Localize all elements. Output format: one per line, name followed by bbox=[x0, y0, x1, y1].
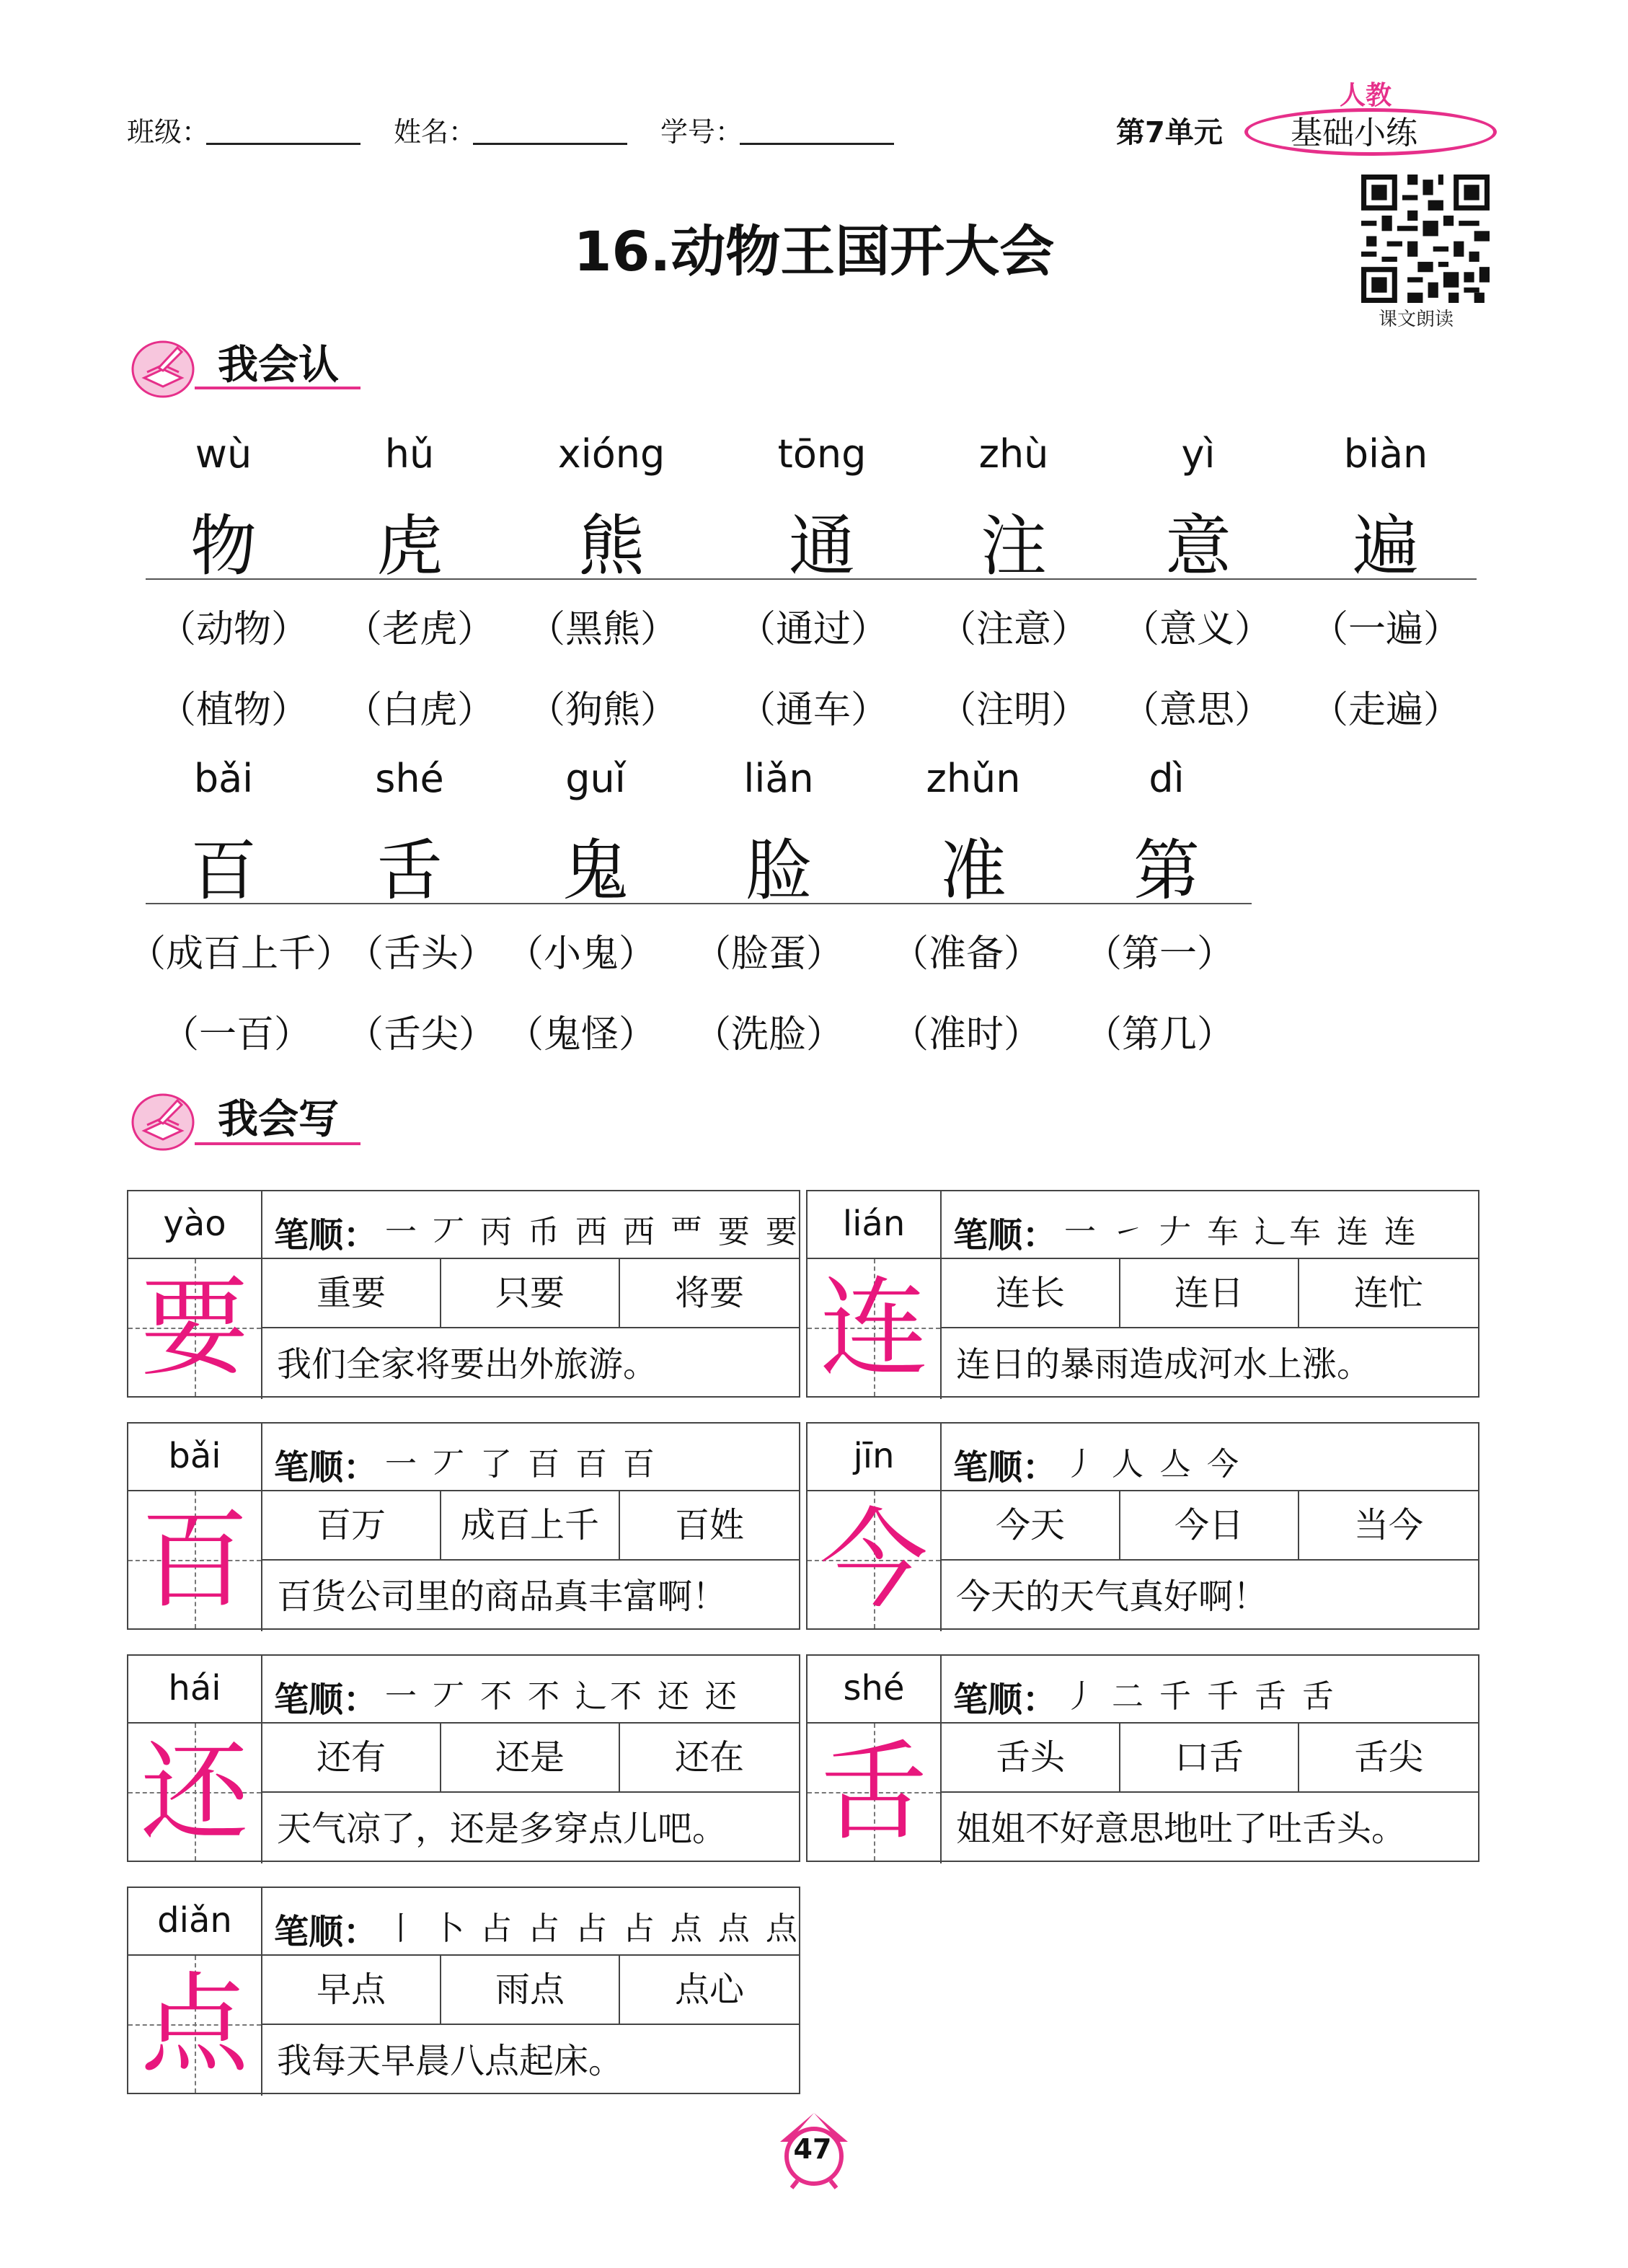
page-number: 47 bbox=[793, 2133, 832, 2165]
writing-card bbox=[127, 1654, 800, 1862]
stroke-order-row bbox=[942, 1191, 1478, 1259]
section-read-underline bbox=[195, 387, 360, 389]
book-icon bbox=[130, 336, 196, 398]
word-cell: 今日 bbox=[1120, 1491, 1299, 1559]
model-character: 连 bbox=[819, 1266, 928, 1391]
stroke-order-label: 笔顺： bbox=[274, 1680, 379, 1720]
stroke-order-label: 笔顺： bbox=[953, 1447, 1058, 1488]
word-cell: 当今 bbox=[1353, 1505, 1423, 1545]
stroke-sequence: 一 丆 不 不 ⻌不 还 还 bbox=[385, 1678, 740, 1715]
card-pinyin: yào bbox=[128, 1191, 262, 1259]
series-label: 基础小练 bbox=[1291, 115, 1417, 151]
unit-label: 第7单元 bbox=[1116, 116, 1223, 149]
hanzi-char: 脸 bbox=[745, 832, 812, 909]
writing-card bbox=[127, 1422, 800, 1630]
stroke-order-row bbox=[942, 1656, 1478, 1724]
model-character: 今 bbox=[819, 1498, 928, 1623]
example-sentence: 连日的暴雨造成河水上涨。 bbox=[956, 1344, 1372, 1385]
book-icon bbox=[130, 1089, 196, 1151]
card-pinyin: jīn bbox=[808, 1424, 942, 1491]
vocab-word: （植物） bbox=[159, 689, 309, 732]
practice-grid[interactable] bbox=[808, 1724, 942, 1863]
word-cell: 口舌 bbox=[1120, 1724, 1299, 1791]
writing-card bbox=[806, 1654, 1479, 1862]
stroke-order-row bbox=[942, 1424, 1478, 1491]
word-cell: 今天 bbox=[942, 1491, 1120, 1559]
word-row bbox=[942, 1491, 1478, 1561]
word-row bbox=[942, 1724, 1478, 1793]
practice-grid[interactable] bbox=[128, 1259, 262, 1399]
vocab-word: （第几） bbox=[1084, 1013, 1235, 1056]
card-pinyin: lián bbox=[808, 1191, 942, 1259]
qr-caption: 课文朗读 bbox=[1379, 309, 1454, 330]
word-cell: 成百上千 bbox=[441, 1491, 620, 1559]
stroke-order-row bbox=[262, 1191, 799, 1259]
vocab-word: （注明） bbox=[939, 689, 1089, 732]
card-pinyin: shé bbox=[808, 1656, 942, 1724]
stroke-sequence: 一 ㇀ 𠂇 车 ⻌车 连 连 bbox=[1064, 1214, 1419, 1250]
hanzi-char: 鬼 bbox=[562, 832, 629, 909]
word-cell: 还是 bbox=[441, 1724, 620, 1791]
writing-card bbox=[806, 1422, 1479, 1630]
vocab-word: （舌头） bbox=[346, 932, 497, 976]
pinyin-label: dì bbox=[1149, 756, 1185, 801]
word-cell: 连忙 bbox=[1353, 1273, 1423, 1313]
vocab-word: （狗熊） bbox=[528, 689, 678, 732]
writing-card bbox=[127, 1887, 800, 2094]
pinyin-label: bǎi bbox=[193, 756, 254, 801]
word-cell: 还在 bbox=[674, 1737, 744, 1778]
stroke-sequence: 丿 人 亼 今 bbox=[1064, 1446, 1242, 1483]
pinyin-label: wù bbox=[195, 431, 252, 477]
word-cell: 重要 bbox=[262, 1259, 441, 1327]
pinyin-label: xióng bbox=[557, 431, 665, 477]
vocab-word: （准时） bbox=[891, 1013, 1042, 1056]
word-cell: 舌头 bbox=[942, 1724, 1120, 1791]
vocab-word: （通过） bbox=[738, 608, 889, 651]
hanzi-char: 准 bbox=[939, 832, 1007, 909]
pinyin-label: hǔ bbox=[384, 431, 435, 477]
model-character: 舌 bbox=[819, 1730, 928, 1856]
word-row bbox=[262, 1259, 799, 1328]
practice-grid[interactable] bbox=[128, 1724, 262, 1863]
word-cell: 百万 bbox=[262, 1491, 441, 1559]
model-character: 百 bbox=[140, 1498, 249, 1623]
section-write-underline bbox=[195, 1142, 360, 1145]
practice-grid[interactable] bbox=[128, 1956, 262, 2096]
writing-card bbox=[806, 1190, 1479, 1398]
vocab-word: （鬼怪） bbox=[506, 1013, 657, 1056]
stroke-sequence: 一 丆 丙 币 西 西 覀 要 要 bbox=[385, 1214, 800, 1250]
pinyin-label: shé bbox=[375, 756, 444, 801]
stroke-order-label: 笔顺： bbox=[274, 1447, 379, 1488]
stroke-order-row bbox=[262, 1656, 799, 1724]
page-title: 16.动物王国开大会 bbox=[573, 219, 1055, 283]
pinyin-label: guǐ bbox=[565, 756, 626, 801]
name-label: 姓名： bbox=[394, 116, 477, 148]
stroke-sequence: 一 丆 了 百 百 百 bbox=[385, 1446, 658, 1483]
example-sentence: 天气凉了，还是多穿点儿吧。 bbox=[277, 1809, 727, 1849]
hanzi-char: 意 bbox=[1164, 508, 1231, 585]
hanzi-char: 注 bbox=[980, 508, 1047, 585]
word-row bbox=[942, 1259, 1478, 1328]
id-label: 学号： bbox=[660, 116, 743, 148]
word-cell: 只要 bbox=[441, 1259, 620, 1327]
divider-row2 bbox=[146, 903, 1252, 904]
vocab-word: （成百上千） bbox=[128, 932, 354, 976]
writing-card bbox=[127, 1190, 800, 1398]
series-top-label: 人教 bbox=[1340, 81, 1392, 110]
hanzi-char: 第 bbox=[1133, 832, 1200, 909]
example-sentence: 我们全家将要出外旅游。 bbox=[277, 1344, 658, 1385]
vocab-word: （动物） bbox=[159, 608, 309, 651]
card-pinyin: hái bbox=[128, 1656, 262, 1724]
pinyin-label: liǎn bbox=[743, 756, 814, 801]
practice-grid[interactable] bbox=[128, 1491, 262, 1631]
word-cell: 连日 bbox=[1120, 1259, 1299, 1327]
hanzi-char: 熊 bbox=[578, 508, 645, 585]
vocab-word: （走遍） bbox=[1311, 689, 1461, 732]
stroke-order-label: 笔顺： bbox=[274, 1912, 379, 1952]
card-pinyin: bǎi bbox=[128, 1424, 262, 1491]
class-label: 班级： bbox=[127, 116, 210, 148]
word-cell: 点心 bbox=[674, 1969, 744, 2010]
word-cell: 雨点 bbox=[441, 1956, 620, 2024]
hanzi-char: 虎 bbox=[376, 508, 443, 585]
section-read-title: 我会认 bbox=[218, 342, 339, 389]
name-field[interactable] bbox=[473, 143, 627, 145]
vocab-word: （脸蛋） bbox=[694, 932, 844, 976]
model-character: 点 bbox=[140, 1962, 249, 2088]
stroke-order-label: 笔顺： bbox=[274, 1215, 379, 1256]
stroke-sequence: 丨 卜 占 占 占 占 点 点 点 bbox=[385, 1910, 800, 1947]
vocab-word: （一百） bbox=[162, 1013, 312, 1056]
vocab-word: （白虎） bbox=[345, 689, 495, 732]
word-row bbox=[262, 1956, 799, 2025]
vocab-word: （意思） bbox=[1122, 689, 1273, 732]
word-cell: 百姓 bbox=[674, 1505, 744, 1545]
model-character: 还 bbox=[140, 1730, 249, 1856]
stroke-sequence: 丿 二 千 千 舌 舌 bbox=[1064, 1678, 1337, 1715]
card-pinyin: diǎn bbox=[128, 1888, 262, 1956]
pinyin-label: zhǔn bbox=[926, 756, 1021, 801]
practice-grid[interactable] bbox=[808, 1491, 942, 1631]
stroke-order-label: 笔顺： bbox=[953, 1215, 1058, 1256]
vocab-word: （意义） bbox=[1122, 608, 1273, 651]
vocab-word: （舌尖） bbox=[346, 1013, 497, 1056]
hanzi-char: 通 bbox=[788, 508, 855, 585]
vocab-word: （一遍） bbox=[1311, 608, 1461, 651]
vocab-word: （注意） bbox=[939, 608, 1089, 651]
divider-row1 bbox=[146, 578, 1477, 580]
example-sentence: 我每天早晨八点起床。 bbox=[277, 2041, 624, 2081]
hanzi-char: 百 bbox=[190, 832, 257, 909]
vocab-word: （小鬼） bbox=[506, 932, 657, 976]
vocab-word: （黑熊） bbox=[528, 608, 678, 651]
hanzi-char: 遍 bbox=[1352, 508, 1419, 585]
word-cell: 将要 bbox=[674, 1273, 744, 1313]
pinyin-label: biàn bbox=[1343, 431, 1428, 477]
stroke-order-row bbox=[262, 1888, 799, 1956]
word-cell: 连长 bbox=[942, 1259, 1120, 1327]
word-row bbox=[262, 1491, 799, 1561]
stroke-order-row bbox=[262, 1424, 799, 1491]
vocab-word: （准备） bbox=[891, 932, 1042, 976]
pinyin-label: zhù bbox=[978, 431, 1049, 477]
class-field[interactable] bbox=[206, 143, 360, 145]
hanzi-char: 舌 bbox=[376, 832, 443, 909]
vocab-word: （老虎） bbox=[345, 608, 495, 651]
example-sentence: 姐姐不好意思地吐了吐舌头。 bbox=[956, 1809, 1407, 1849]
vocab-word: （第一） bbox=[1084, 932, 1235, 976]
example-sentence: 今天的天气真好啊！ bbox=[956, 1576, 1268, 1617]
word-cell: 舌尖 bbox=[1353, 1737, 1423, 1778]
practice-grid[interactable] bbox=[808, 1259, 942, 1399]
pinyin-label: tōng bbox=[777, 431, 867, 477]
vocab-word: （洗脸） bbox=[694, 1013, 844, 1056]
model-character: 要 bbox=[140, 1266, 249, 1391]
example-sentence: 百货公司里的商品真丰富啊！ bbox=[277, 1576, 727, 1617]
word-cell: 还有 bbox=[262, 1724, 441, 1791]
vocab-word: （通车） bbox=[738, 689, 889, 732]
hanzi-char: 物 bbox=[190, 508, 257, 585]
pinyin-label: yì bbox=[1181, 431, 1216, 477]
word-row bbox=[262, 1724, 799, 1793]
section-write-title: 我会写 bbox=[218, 1096, 339, 1143]
qr-code-icon[interactable] bbox=[1361, 175, 1490, 303]
word-cell: 早点 bbox=[262, 1956, 441, 2024]
id-field[interactable] bbox=[740, 143, 894, 145]
stroke-order-label: 笔顺： bbox=[953, 1680, 1058, 1720]
